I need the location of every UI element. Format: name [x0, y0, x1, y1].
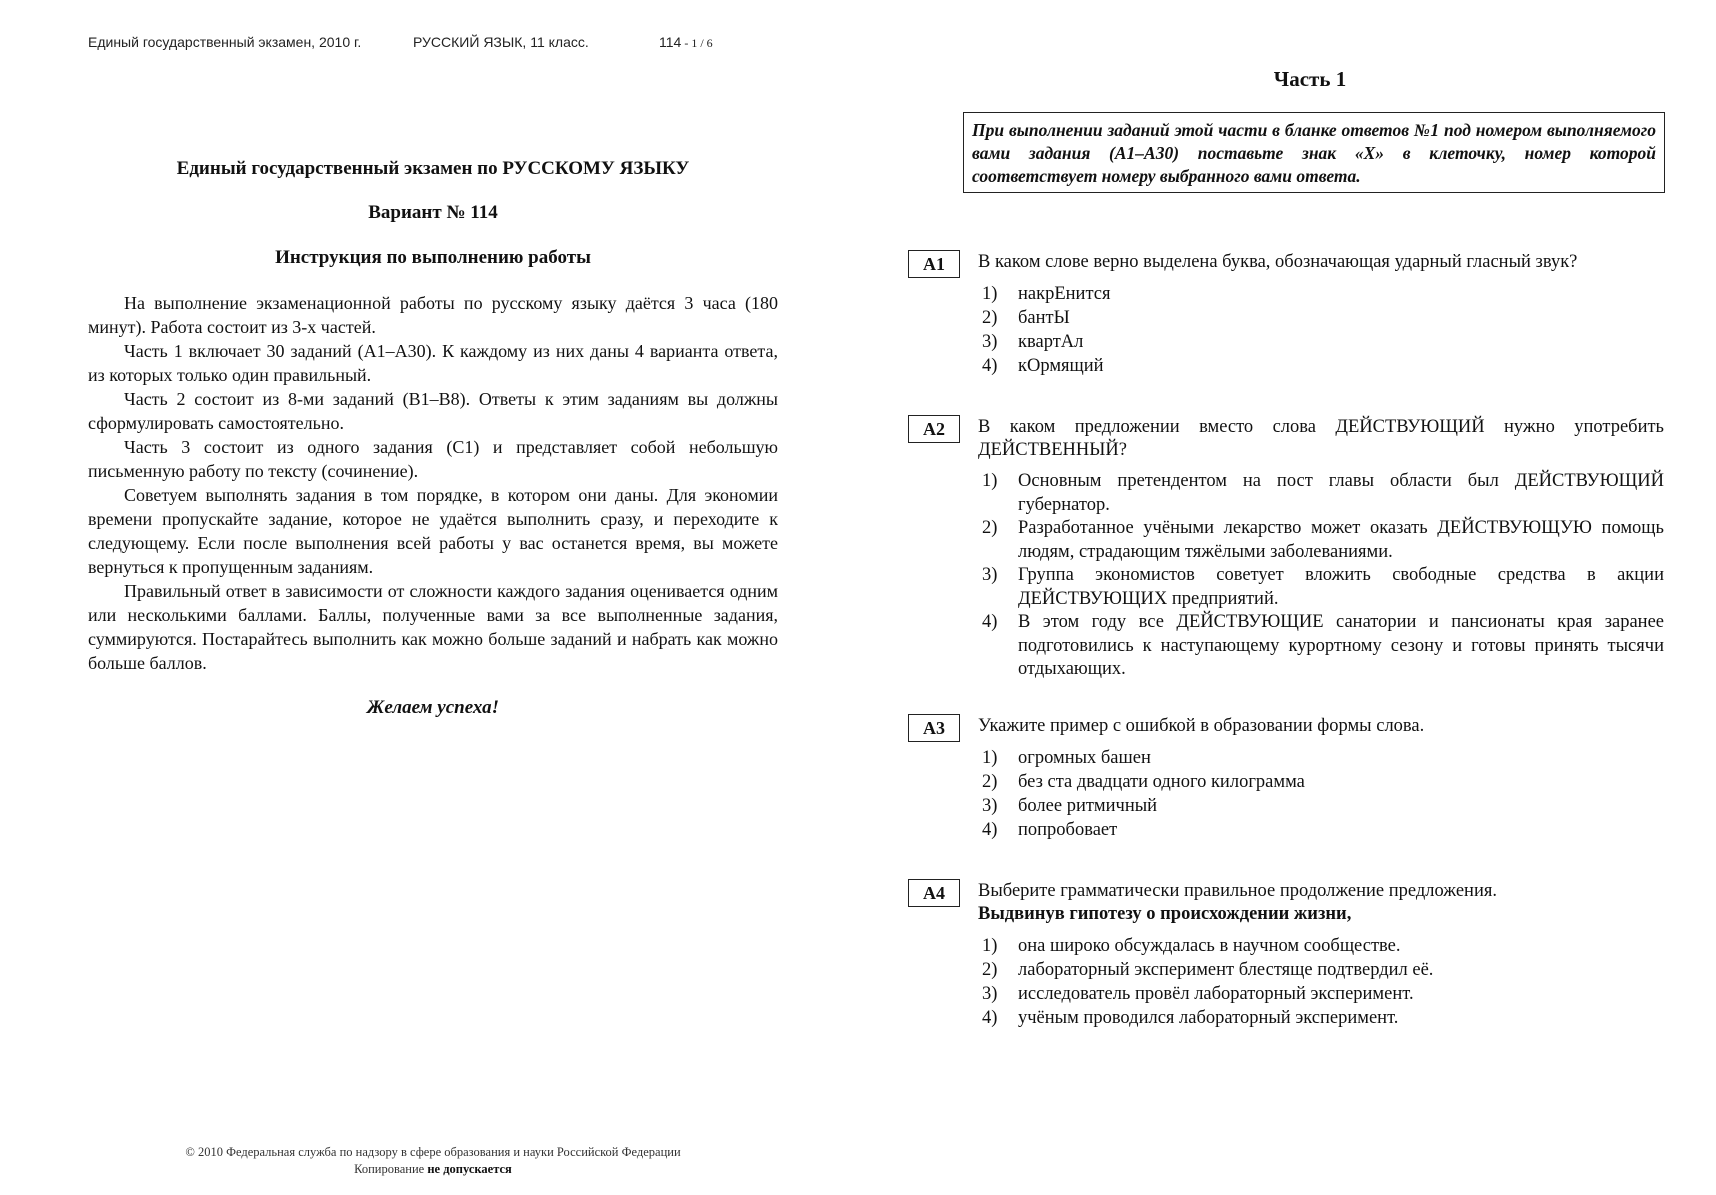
option-text: Основным претендентом на пост главы области был ДЕЙСТВУЮЩИЙ губернатор. [1018, 471, 1664, 515]
option-number: 3) [982, 332, 998, 352]
answer-options [908, 934, 1664, 1030]
option-text: исследователь провёл лабораторный эксперимент. [1018, 984, 1414, 1004]
part-notice-box: При выполнении заданий этой части в бланке ответов №1 под номером выполняемого вами задания (А1–А30) поставьте знак «Х» в клеточку, номер которой соответствует номеру выбранного вами ответа. [963, 112, 1665, 193]
answer-option [982, 354, 1664, 378]
header-page [659, 34, 713, 51]
option-number: 3) [982, 796, 998, 816]
copyright-footer [88, 1144, 778, 1178]
answer-option [982, 958, 1664, 982]
option-text: более ритмичный [1018, 796, 1158, 816]
option-number: 4) [982, 820, 998, 840]
option-number: 4) [982, 1008, 998, 1028]
instructions-paragraph: Часть 1 включает 30 заданий (А1–А30). К каждому из них даны 4 варианта ответа, из которых только один правильный. [88, 341, 778, 385]
option-number: 1) [982, 748, 998, 768]
option-number: 2) [982, 772, 998, 792]
answer-option [982, 818, 1664, 842]
option-text: учёным проводился лабораторный эксперимент. [1018, 1008, 1399, 1028]
copying-forbidden: не допускается [427, 1162, 512, 1176]
variant-title: Вариант № 114 [368, 202, 498, 223]
instructions-paragraph: Советуем выполнять задания в том порядке, в котором они даны. Для экономии времени пропускайте задание, которое не удаётся выполнить сразу, и переходите к следующему. Если после выполнения всей работы у вас останется время, вы можете вернуться к пропущенным заданиям. [88, 485, 778, 577]
answer-option [982, 982, 1664, 1006]
option-text: квартАл [1018, 332, 1084, 352]
option-text: В этом году все ДЕЙСТВУЮЩИЕ санатории и пансионаты края заранее подготовились к наступающему курортному сезону и готовы принять тысячи отдыхающих. [1018, 612, 1664, 679]
option-number: 2) [982, 960, 998, 980]
answer-option [982, 330, 1664, 354]
answer-option [982, 564, 1664, 611]
task-question: В каком слове верно выделена буква, обозначающая ударный гласный звук? [978, 252, 1578, 272]
instructions-text [88, 291, 778, 675]
answer-option [982, 770, 1664, 794]
option-number: 4) [982, 356, 998, 376]
exam-title: Единый государственный экзамен по РУССКОМУ ЯЗЫКУ [176, 158, 690, 179]
answer-option [982, 934, 1664, 958]
part-title: Часть 1 [1273, 67, 1347, 91]
task-a1 [908, 250, 1664, 378]
option-number: 4) [982, 612, 998, 632]
answer-options [908, 282, 1664, 378]
good-luck-text: Желаем успеха! [366, 697, 500, 718]
copying-prefix: Копирование [354, 1162, 428, 1176]
header-variant-no: 114 [659, 34, 682, 50]
task-label: А4 [908, 879, 960, 907]
option-text: она широко обсуждалась в научном сообществе. [1018, 936, 1401, 956]
task-label: А1 [908, 250, 960, 278]
option-number: 1) [982, 471, 998, 491]
task-label: А2 [908, 415, 960, 443]
option-number: 1) [982, 284, 998, 304]
answer-options [908, 470, 1664, 682]
answer-option [982, 282, 1664, 306]
instructions-title: Инструкция по выполнению работы [275, 247, 591, 268]
answer-option [982, 306, 1664, 330]
header-exam: Единый государственный экзамен, 2010 г. [88, 34, 362, 50]
task-a3 [908, 714, 1664, 842]
task-a2 [908, 415, 1664, 682]
option-text: накрЕнится [1018, 284, 1111, 304]
instructions-paragraph: Часть 3 состоит из одного задания (С1) и представляет собой небольшую письменную работу по тексту (сочинение). [88, 437, 778, 481]
option-number: 2) [982, 308, 998, 328]
task-a4 [908, 879, 1664, 1030]
answer-options [908, 746, 1664, 842]
task-question-sentence: Выдвинув гипотезу о происхождении жизни, [978, 904, 1352, 924]
copyright-line: © 2010 Федеральная служба по надзору в сфере образования и науки Российской Федерации [185, 1145, 681, 1159]
option-text: бантЫ [1018, 308, 1070, 328]
task-question: В каком предложении вместо слова ДЕЙСТВУЮЩИЙ нужно употребить ДЕЙСТВЕННЫЙ? [978, 417, 1664, 460]
header-subject: РУССКИЙ ЯЗЫК, 11 класс. [413, 34, 589, 50]
option-text: без ста двадцати одного килограмма [1018, 772, 1305, 792]
option-number: 3) [982, 565, 998, 585]
answer-option [982, 746, 1664, 770]
instructions-paragraph: Правильный ответ в зависимости от сложности каждого задания оценивается одним или несколькими баллами. Баллы, полученные вами за все выполненные задания, суммируются. Постарайтесь выполнить как можно больше заданий и набрать как можно больше баллов. [88, 581, 778, 673]
answer-option [982, 1006, 1664, 1030]
option-text: Группа экономистов советует вложить свободные средства в акции ДЕЙСТВУЮЩИХ предприятий. [1018, 565, 1664, 609]
answer-option [982, 794, 1664, 818]
task-label: А3 [908, 714, 960, 742]
option-number: 1) [982, 936, 998, 956]
answer-option [982, 611, 1664, 682]
option-text: огромных башен [1018, 748, 1151, 768]
instructions-paragraph: На выполнение экзаменационной работы по русскому языку даётся 3 часа (180 минут). Работа состоит из 3-х частей. [88, 293, 778, 337]
option-text: попробовает [1018, 820, 1118, 840]
option-text: лабораторный эксперимент блестяще подтвердил её. [1018, 960, 1434, 980]
header-page-number: - 1 / 6 [681, 36, 713, 50]
answer-option [982, 470, 1664, 517]
option-text: кОрмящий [1018, 356, 1104, 376]
instructions-paragraph: Часть 2 состоит из 8-ми заданий (В1–В8). Ответы к этим заданиям вы должны сформулировать самостоятельно. [88, 389, 778, 433]
task-question: Укажите пример с ошибкой в образовании формы слова. [978, 716, 1425, 736]
option-number: 2) [982, 518, 998, 538]
answer-option [982, 517, 1664, 564]
option-text: Разработанное учёными лекарство может оказать ДЕЙСТВУЮЩУЮ помощь людям, страдающим тяжёлыми заболеваниями. [1018, 518, 1664, 562]
option-number: 3) [982, 984, 998, 1004]
copying-notice [88, 1161, 778, 1178]
task-question: Выберите грамматически правильное продолжение предложения. [978, 881, 1497, 901]
